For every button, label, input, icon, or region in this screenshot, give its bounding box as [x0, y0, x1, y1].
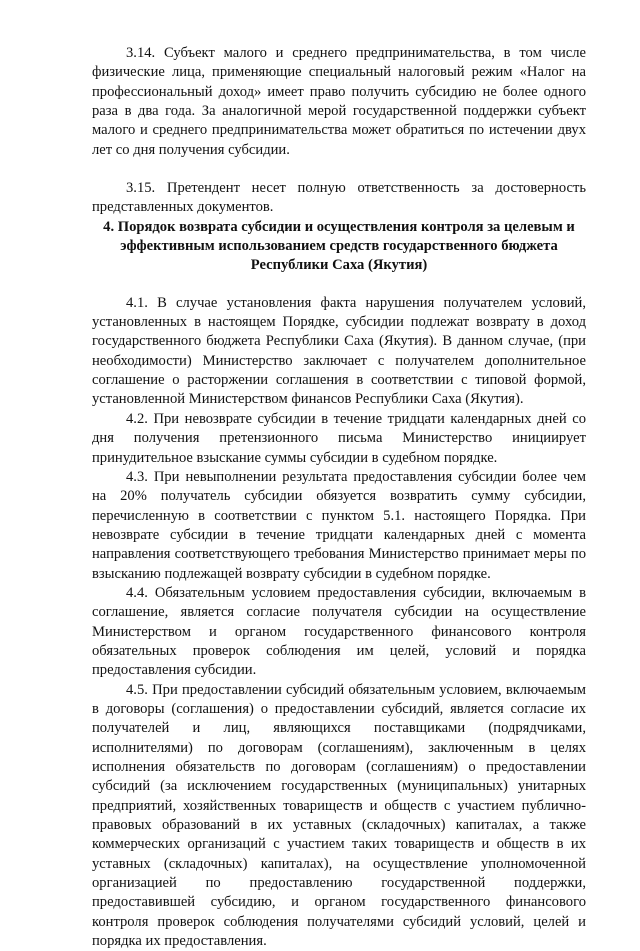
section-4-heading: 4. Порядок возврата субсидии и осуществления контроля за целевым и эффективным использованием средств государственного бюджета Республики Саха (Якутия) — [103, 218, 575, 273]
paragraph-4-5: 4.5. При предоставлении субсидий обязательным условием, включаемым в договоры (соглашения) о предоставлении субсидий, является согласие их получателей и лиц, являющихся поставщиками (подрядчиками, исполнителями) по договорам (соглашениям), заключенным в целях исполнения обязательств по договорам (соглашениям) о предоставлении субсидий (за исключением государственных (муниципальных) унитарных предприятий, хозяйственных товариществ и обществ с участием публично-правовых образований в их уставных (складочных) капиталах, а также коммерческих организаций с участием таких товариществ и обществ в их уставных (складочных) капиталах), на осуществление уполномоченной организацией по предоставлению государственной поддержки, предоставившей субсидию, и органом государственного финансового контроля проверок соблюдения получателями субсидий условий, целей и порядка их предоставления. — [92, 681, 586, 950]
document-page — [92, 44, 586, 951]
paragraph-3-15: 3.15. Претендент несет полную ответственность за достоверность представленных документов. — [92, 180, 586, 216]
paragraph-3-14: 3.14. Субъект малого и среднего предпринимательства, в том числе физические лица, применяющие специальный налоговый режим «Налог на профессиональный доход» имеет право получить субсидию не более одного раза в два года. За аналогичной мерой государственной поддержки субъект малого и среднего предпринимательства может обратиться по истечении двух лет со дня получения субсидии. — [92, 45, 586, 158]
paragraph-4-4: 4.4. Обязательным условием предоставления субсидии, включаемым в соглашение, является согласие получателя субсидии на осуществление Министерством и органом государственного финансового контроля обязательных проверок соблюдения им целей, условий и порядка предоставления субсидии. — [92, 584, 586, 679]
paragraph-4-2: 4.2. При невозврате субсидии в течение тридцати календарных дней со дня получения претензионного письма Министерство инициирует принудительное взыскание суммы субсидии в судебном порядке. — [92, 410, 586, 466]
paragraph-4-3: 4.3. При невыполнении результата предоставления субсидии более чем на 20% получатель субсидии обязуется возвратить сумму субсидии, перечисленную в соответствии с пунктом 5.1. настоящего Порядка. При невозврате субсидии в течение тридцати календарных дней с момента направления соответствующего требования Министерство принимает меры по взысканию подлежащей возврату субсидии в судебном порядке. — [92, 468, 586, 582]
paragraph-4-1: 4.1. В случае установления факта нарушения получателем условий, установленных в настоящем Порядке, субсидии подлежат возврату в доход государственного бюджета Республики Саха (Якутия). В данном случае, (при необходимости) Министерство заключает с получателем дополнительное соглашение о расторжении соглашения в соответствии с типовой формой, установленной Министерством финансов Республики Саха (Якутия). — [92, 294, 586, 408]
